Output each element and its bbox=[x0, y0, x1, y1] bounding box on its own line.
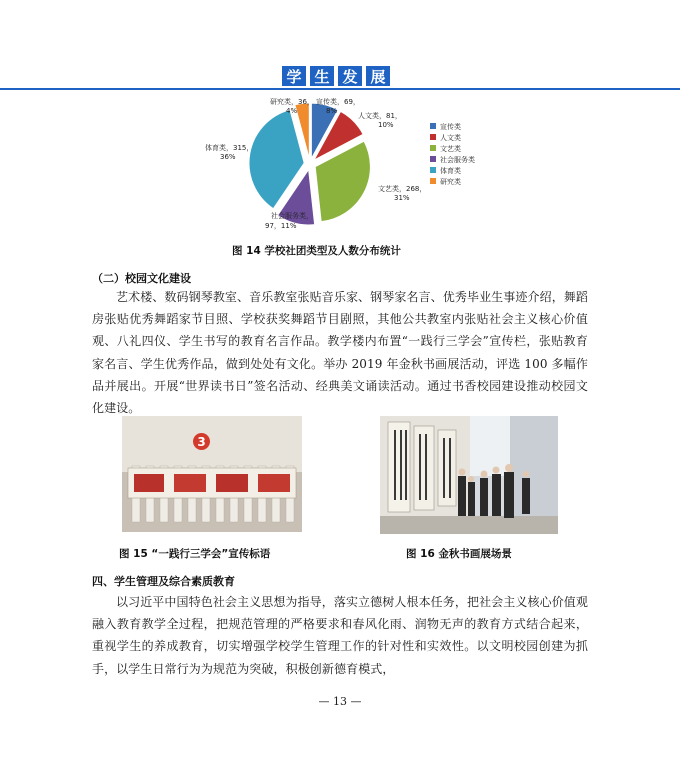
legend-swatch-5 bbox=[430, 178, 436, 184]
paragraph-management: 以习近平中国特色社会主义思想为指导，落实立德树人根本任务，把社会主义核心价值观融入教育教学全过程，把规范管理的严格要求和春风化雨、润物无声的教育方式结合起来，重视学生的养成教育，切实增强学校学生管理工作的针对性和实效性。以文明校园创建为抓手，以学生日常行为为规范为突破，积极创新德育模式， bbox=[92, 595, 588, 676]
legend-label-0: 宣传类 bbox=[440, 123, 461, 131]
legend-swatch-1 bbox=[430, 134, 436, 140]
legend-swatch-3 bbox=[430, 156, 436, 162]
label-shehui-val: 97，11% bbox=[265, 222, 297, 230]
legend-label-2: 文艺类 bbox=[440, 145, 461, 153]
label-yanjiu: 研究类，36， bbox=[270, 98, 314, 106]
page-header bbox=[0, 0, 680, 92]
chart-legend bbox=[430, 122, 475, 186]
header-char: 生 bbox=[310, 66, 334, 86]
label-tiyu: 体育类，315， bbox=[205, 144, 254, 152]
label-wenyi: 文艺类，268， bbox=[378, 185, 427, 193]
legend-label-5: 研究类 bbox=[440, 178, 461, 186]
legend-swatch-4 bbox=[430, 167, 436, 173]
club-distribution-chart bbox=[190, 92, 520, 242]
header-char: 发 bbox=[338, 66, 362, 86]
label-renwen-pct: 10% bbox=[378, 121, 394, 129]
pie-chart-svg bbox=[190, 92, 520, 242]
legend-label-1: 人文类 bbox=[440, 134, 461, 142]
legend-label-3: 社会服务类 bbox=[440, 156, 475, 164]
label-yanjiu-pct: 4% bbox=[286, 107, 298, 115]
photo-slogan-wall bbox=[122, 416, 302, 532]
header-rule bbox=[0, 88, 680, 90]
figure-16-caption: 图 16 金秋书画展场景 bbox=[406, 548, 512, 560]
pie-slices bbox=[249, 103, 370, 225]
section-heading-campus: （二）校园文化建设 bbox=[92, 272, 191, 285]
legend-swatch-0 bbox=[430, 123, 436, 129]
header-char: 学 bbox=[282, 66, 306, 86]
legend-swatch-2 bbox=[430, 145, 436, 151]
label-shehui: 社会服务类， bbox=[271, 212, 313, 220]
figure-14-caption: 图 14 学校社团类型及人数分布统计 bbox=[232, 245, 401, 257]
paragraph-campus: 艺术楼、数码钢琴教室、音乐教室张贴音乐家、钢琴家名言、优秀毕业生事迹介绍，舞蹈房张贴优秀舞蹈家节目照、学校获奖舞蹈节目剧照，其他公共教室内张贴社会主义核心价值观、八礼四仪、学生书写的教育名言作品。教学楼内布置“一践行三学会”宣传栏，张贴教育家名言、学生优秀作品，做到处处有文化。举办 2019 年金秋书画展活动，评选 100 多幅作品并展出。开展“世界读书日”签名活动、经典美文诵读活动。通过书香校园建设推动校园文化建设。 bbox=[92, 290, 588, 416]
label-renwen: 人文类，81， bbox=[358, 112, 402, 120]
figure-15-caption: 图 15 “一践行三学会”宣传标语 bbox=[119, 548, 271, 560]
legend-label-4: 体育类 bbox=[440, 167, 461, 175]
label-xuanchuan-pct: 8% bbox=[326, 107, 338, 115]
photo-exhibition bbox=[380, 416, 558, 534]
number-badge: 3 bbox=[193, 433, 210, 450]
header-char: 展 bbox=[366, 66, 390, 86]
page-number: — 13 — bbox=[318, 695, 362, 708]
label-wenyi-pct: 31% bbox=[394, 194, 410, 202]
label-xuanchuan: 宣传类，69， bbox=[316, 98, 360, 106]
label-tiyu-pct: 36% bbox=[220, 153, 236, 161]
section-heading-management: 四、学生管理及综合素质教育 bbox=[92, 575, 235, 588]
header-title bbox=[282, 66, 390, 86]
